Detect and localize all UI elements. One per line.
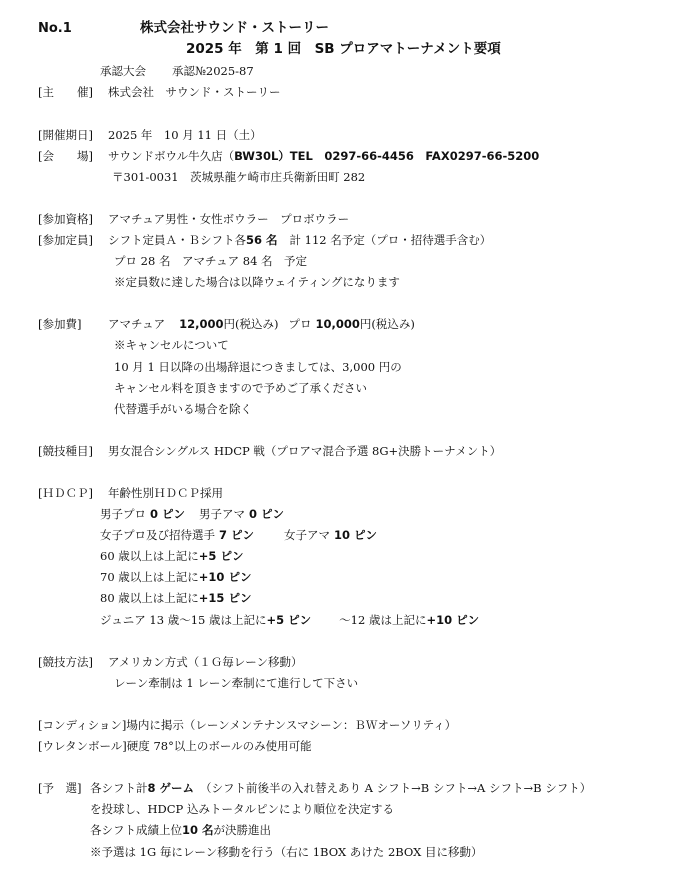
qualifier-line-1 (90, 781, 591, 795)
page-title: 2025 年 第 1 回 SB プロアマトーナメント要項 (186, 41, 501, 57)
venue-name (108, 149, 539, 163)
fee-pro-tax: (税込み) (371, 317, 415, 331)
hdcp-female-pro-label: 女子プロ及び招待選手 (100, 528, 215, 542)
fee-label: [参加費] (38, 317, 82, 331)
cancel-line-1: 10 月 1 日以降の出場辞退につきましては、3,000 円の (114, 360, 402, 374)
qualifier-label: [予 選] (38, 781, 82, 795)
venue-contact: BW30L）TEL 0297-66-4456 FAX0297-66-5200 (234, 149, 540, 163)
fee-amateur-price: 12,000 (179, 317, 224, 331)
condition-label: [コンディション] (38, 718, 127, 732)
hdcp-row-1 (100, 507, 284, 521)
method-line-1: アメリカン方式（１Ｇ毎レーン移動） (108, 655, 303, 669)
hdcp-row-4 (100, 570, 251, 584)
hdcp-age60-value: +5 ピン (198, 549, 244, 563)
event-value: 男女混合シングルス HDCP 戦（プロアマ混合予選 8G+決勝トーナメント） (108, 444, 502, 458)
hdcp-row-3 (100, 549, 243, 563)
capacity-label: [参加定員] (38, 233, 93, 247)
cancel-line-3: 代替選手がいる場合を除く (114, 402, 252, 416)
qualifier-ranking-text: HDCP 込みトータルピンにより順位を決定する (147, 802, 394, 816)
venue-name-text: サウンドボウル牛久店（ (108, 149, 235, 163)
capacity-shift-text: シフト定員Ａ・Ｂシフト各 (108, 233, 246, 247)
qualifier-line-2 (90, 802, 394, 816)
hdcp-junior-12-label: ～12 歳は上記に (339, 613, 427, 627)
condition-value: 場内に掲示（レーンメンテナンスマシーン：ＢＷオーソリティ） (126, 718, 457, 732)
hdcp-female-amateur-value: 10 ピン (334, 528, 378, 542)
organizer-label: [主 催] (38, 85, 93, 99)
fee-line (108, 317, 415, 331)
organizer-value: 株式会社 サウンド・ストーリー (108, 85, 281, 99)
hdcp-male-pro-label: 男子プロ (100, 507, 146, 521)
hdcp-male-amateur-value: 0 ピン (249, 507, 285, 521)
hdcp-label: [ＨＤＣＰ] (38, 486, 93, 500)
qualifier-games: 8 ゲーム (147, 781, 195, 795)
capacity-line-1 (108, 233, 491, 247)
company-name: 株式会社サウンド・ストーリー (140, 20, 329, 36)
urethane-label: [ウレタンボール] (38, 739, 127, 753)
qualifier-top-prefix: 各シフト成績上位 (90, 823, 182, 837)
capacity-total: 計 112 名予定（プロ・招待選手含む） (289, 233, 492, 247)
hdcp-junior-13-15-label: ジュニア 13 歳～15 歳は上記に (100, 613, 267, 627)
method-label: [競技方法] (38, 655, 93, 669)
hdcp-junior-12-value: +10 ピン (426, 613, 480, 627)
qualifier-games-prefix: 各シフト計 (90, 781, 148, 795)
hdcp-age80-label: 80 歳以上は上記に (100, 591, 199, 605)
hdcp-row-6 (100, 613, 479, 627)
method-line-2: レーン牽制は 1 レーン牽制にて進行して下さい (114, 676, 359, 690)
date-label: [開催期日] (38, 128, 93, 142)
qualification-label: [参加資格] (38, 212, 93, 226)
hdcp-male-pro-value: 0 ピン (150, 507, 186, 521)
hdcp-age80-value: +15 ピン (198, 591, 252, 605)
venue-address: 〒301-0031 茨城県龍ケ崎市庄兵衛新田町 282 (112, 170, 366, 184)
date-value: 2025 年 10 月 11 日（土） (108, 128, 262, 142)
qualifier-line-3 (90, 823, 271, 837)
hdcp-intro: 年齢性別ＨＤＣＰ採用 (108, 486, 223, 500)
qualifier-shift-order: （シフト前後半の入れ替えあり A シフト→B シフト→A シフト→B シフト） (200, 781, 592, 795)
fee-pro-label: プロ (288, 317, 312, 331)
qualifier-bowl-text: を投球し、 (90, 802, 148, 816)
urethane-line (38, 739, 312, 753)
cancel-title: ※キャンセルについて (114, 338, 229, 352)
qualifier-top-suffix: が決勝進出 (213, 823, 272, 837)
fee-pro-unit: 円 (359, 317, 372, 331)
condition-line (38, 718, 456, 732)
qualification-value: アマチュア男性・女性ボウラー プロボウラー (108, 212, 350, 226)
qualifier-top-count: 10 名 (182, 823, 214, 837)
fee-amateur-tax: (税込み) (235, 317, 279, 331)
hdcp-female-amateur-label: 女子アマ (284, 528, 331, 542)
cancel-line-2: キャンセル料を頂きますので予めご了承ください (114, 381, 367, 395)
venue-label: [会 場] (38, 149, 93, 163)
approval-line (100, 64, 254, 78)
hdcp-row-2 (100, 528, 377, 542)
hdcp-female-pro-value: 7 ピン (219, 528, 255, 542)
hdcp-row-5 (100, 591, 251, 605)
capacity-line-2: プロ 28 名 アマチュア 84 名 予定 (114, 254, 308, 268)
document-number: No.1 (38, 21, 72, 36)
fee-amateur-unit: 円 (223, 317, 236, 331)
capacity-line-3: ※定員数に達した場合は以降ウェイティングになります (114, 275, 400, 289)
hdcp-junior-13-15-value: +5 ピン (266, 613, 312, 627)
approval-label: 承認大会 (100, 64, 146, 78)
hdcp-age60-label: 60 歳以上は上記に (100, 549, 199, 563)
fee-pro-price: 10,000 (315, 317, 360, 331)
approval-number: 承認№2025-87 (172, 64, 254, 78)
capacity-per-shift: 56 名 (246, 233, 278, 247)
hdcp-male-amateur-label: 男子アマ (199, 507, 246, 521)
urethane-value: 硬度 78°以上のボールのみ使用可能 (126, 739, 312, 753)
hdcp-age70-label: 70 歳以上は上記に (100, 570, 199, 584)
hdcp-age70-value: +10 ピン (198, 570, 252, 584)
qualifier-line-4: ※予選は 1G 毎にレーン移動を行う（右に 1BOX あけた 2BOX 目に移動） (90, 845, 483, 859)
fee-amateur-label: アマチュア (108, 317, 166, 331)
event-label: [競技種目] (38, 444, 93, 458)
